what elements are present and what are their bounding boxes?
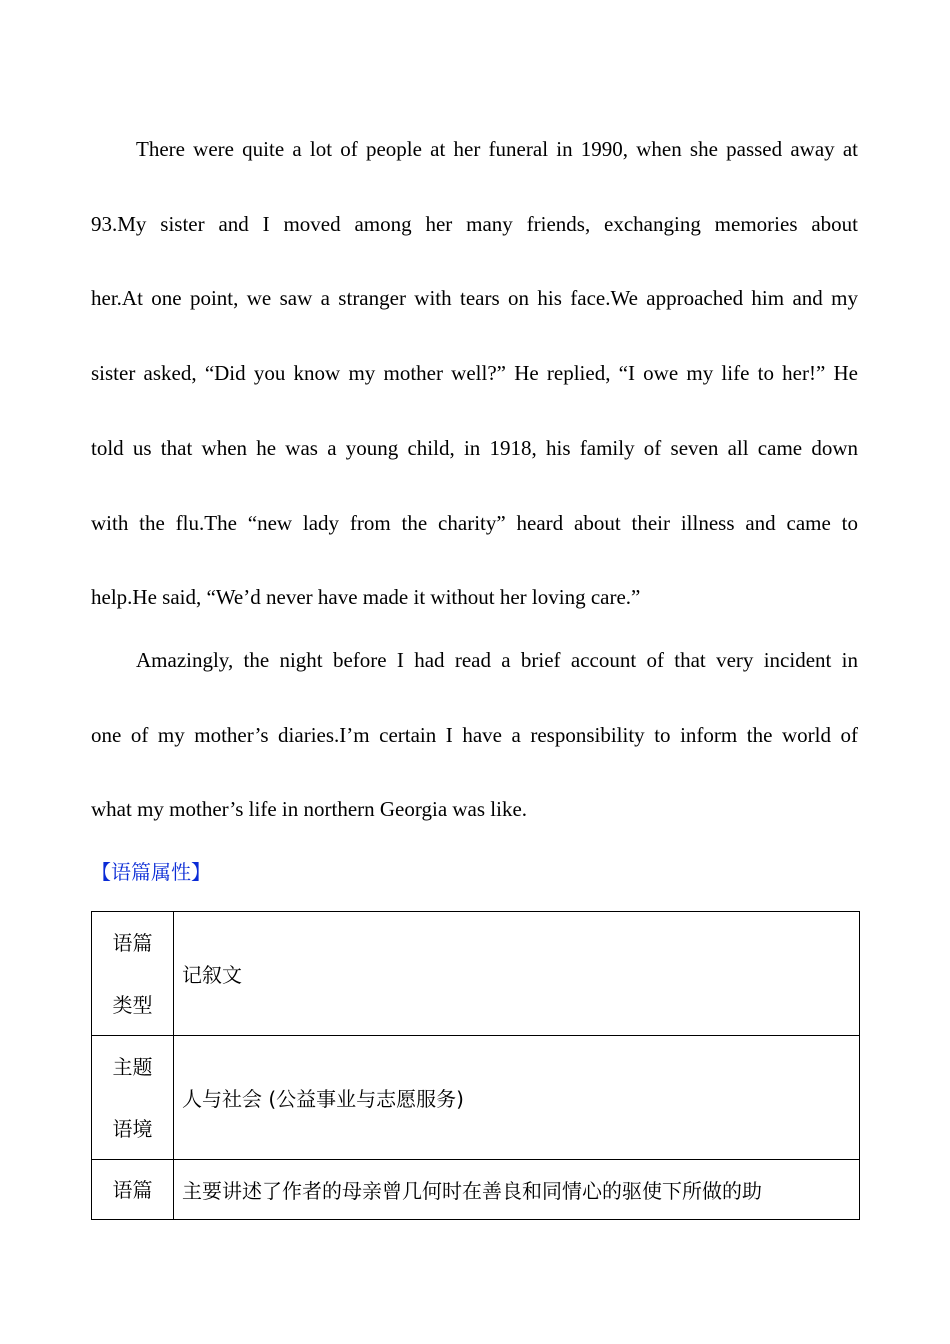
- row-header-text: 类型: [112, 992, 153, 1017]
- passage-line: sister asked, “Did you know my mother well?” He replied, “I owe my life to her!” He: [91, 361, 858, 385]
- row-header: [92, 912, 174, 1036]
- table-row: [92, 1036, 860, 1160]
- attribute-table: [91, 911, 860, 1220]
- row-header: [92, 1036, 174, 1160]
- section-title: 【语篇属性】: [91, 860, 211, 884]
- passage-line: one of my mother’s diaries.I’m certain I have a responsibility to inform the world of: [91, 723, 858, 747]
- passage-line: her.At one point, we saw a stranger with tears on his face.We approached him and my: [91, 286, 858, 310]
- passage-line: help.He said, “We’d never have made it without her loving care.”: [91, 585, 641, 609]
- passage-line: what my mother’s life in northern Georgia was like.: [91, 797, 528, 821]
- row-header-text: 主题: [112, 1054, 153, 1079]
- row-header-text: 语境: [112, 1116, 153, 1141]
- row-header: [92, 1160, 174, 1220]
- row-header-text: 语篇: [112, 1177, 153, 1202]
- row-header-text: 语篇: [112, 930, 153, 955]
- row-value: 人与社会 (公益事业与志愿服务): [174, 1036, 860, 1160]
- row-value: 主要讲述了作者的母亲曾几何时在善良和同情心的驱使下所做的助: [174, 1160, 860, 1220]
- passage-line: told us that when he was a young child, in 1918, his family of seven all came down: [91, 436, 858, 460]
- passage-line: with the flu.The “new lady from the charity” heard about their illness and came to: [91, 511, 858, 535]
- row-value: 记叙文: [174, 912, 860, 1036]
- passage-line: Amazingly, the night before I had read a brief account of that very incident in: [136, 648, 858, 672]
- passage-line: 93.My sister and I moved among her many friends, exchanging memories about: [91, 212, 858, 236]
- table-row: [92, 912, 860, 1036]
- table-row: [92, 1160, 860, 1220]
- passage-line: There were quite a lot of people at her funeral in 1990, when she passed away at: [136, 137, 858, 161]
